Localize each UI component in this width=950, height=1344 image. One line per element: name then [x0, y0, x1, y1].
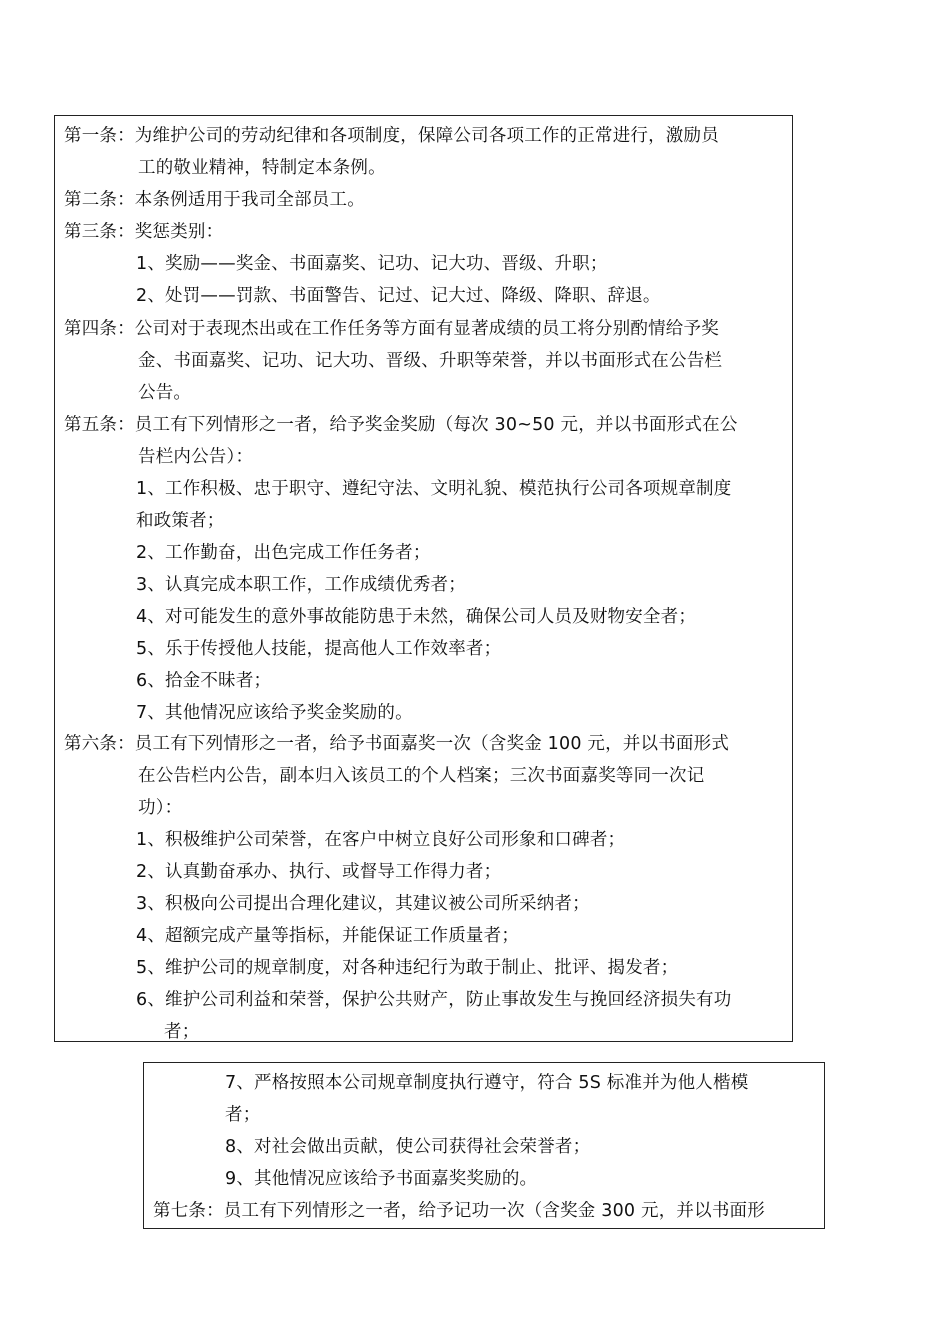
list-item: 1、奖励——奖金、书面嘉奖、记功、记大功、晋级、升职； [136, 254, 608, 274]
list-item: 和政策者； [136, 511, 225, 531]
list-item: 7、严格按照本公司规章制度执行遵守，符合 5S 标准并为他人楷模 [225, 1073, 749, 1093]
text-line: 金、书面嘉奖、记功、记大功、晋级、升职等荣誉，并以书面形式在公告栏 [138, 351, 723, 371]
text-line: 第七条：员工有下列情形之一者，给予记功一次（含奖金 300 元，并以书面形 [153, 1201, 765, 1221]
list-item: 者； [164, 1022, 200, 1042]
list-item: 2、工作勤奋，出色完成工作任务者； [136, 543, 431, 563]
list-item: 3、积极向公司提出合理化建议，其建议被公司所采纳者； [136, 894, 590, 914]
text-line: 工的敬业精神，特制定本条例。 [138, 158, 386, 178]
text-line: 第一条：为维护公司的劳动纪律和各项制度，保障公司各项工作的正常进行，激励员 [64, 126, 719, 146]
list-item: 6、拾金不昧者； [136, 671, 272, 691]
list-item: 5、维护公司的规章制度，对各种违纪行为敢于制止、批评、揭发者； [136, 958, 679, 978]
text-line: 第五条：员工有下列情形之一者，给予奖金奖励（每次 30~50 元，并以书面形式在公 [64, 415, 738, 435]
list-item: 4、对可能发生的意外事故能防患于未然，确保公司人员及财物安全者； [136, 607, 697, 627]
list-item: 2、认真勤奋承办、执行、或督导工作得力者； [136, 862, 502, 882]
list-item: 8、对社会做出贡献，使公司获得社会荣誉者； [225, 1137, 591, 1157]
list-item: 3、认真完成本职工作，工作成绩优秀者； [136, 575, 466, 595]
list-item: 7、其他情况应该给予奖金奖励的。 [136, 703, 413, 723]
list-item: 5、乐于传授他人技能，提高他人工作效率者； [136, 639, 502, 659]
text-line: 在公告栏内公告，副本归入该员工的个人档案；三次书面嘉奖等同一次记 [138, 766, 705, 786]
list-item: 2、处罚——罚款、书面警告、记过、记大过、降级、降职、辞退。 [136, 286, 661, 306]
text-line: 第四条：公司对于表现杰出或在工作任务等方面有显著成绩的员工将分别酌情给予奖 [64, 319, 719, 339]
list-item: 1、积极维护公司荣誉，在客户中树立良好公司形象和口碑者； [136, 830, 626, 850]
list-item: 6、维护公司利益和荣誉，保护公共财产，防止事故发生与挽回经济损失有功 [136, 990, 732, 1010]
text-line: 功）： [138, 798, 183, 818]
list-item: 1、工作积极、忠于职守、遵纪守法、文明礼貌、模范执行公司各项规章制度 [136, 479, 732, 499]
regulation-text-box-1 [54, 115, 793, 1042]
regulation-text-box-2 [143, 1062, 825, 1229]
list-item: 者； [225, 1105, 261, 1125]
text-line: 第六条：员工有下列情形之一者，给予书面嘉奖一次（含奖金 100 元，并以书面形式 [64, 734, 730, 754]
text-line: 第二条：本条例适用于我司全部员工。 [64, 190, 365, 210]
list-item: 9、其他情况应该给予书面嘉奖奖励的。 [225, 1169, 538, 1189]
text-line: 第三条：奖惩类别： [64, 222, 224, 242]
text-line: 告栏内公告）： [138, 447, 254, 467]
text-line: 公告。 [138, 383, 192, 403]
list-item: 4、超额完成产量等指标，并能保证工作质量者； [136, 926, 520, 946]
